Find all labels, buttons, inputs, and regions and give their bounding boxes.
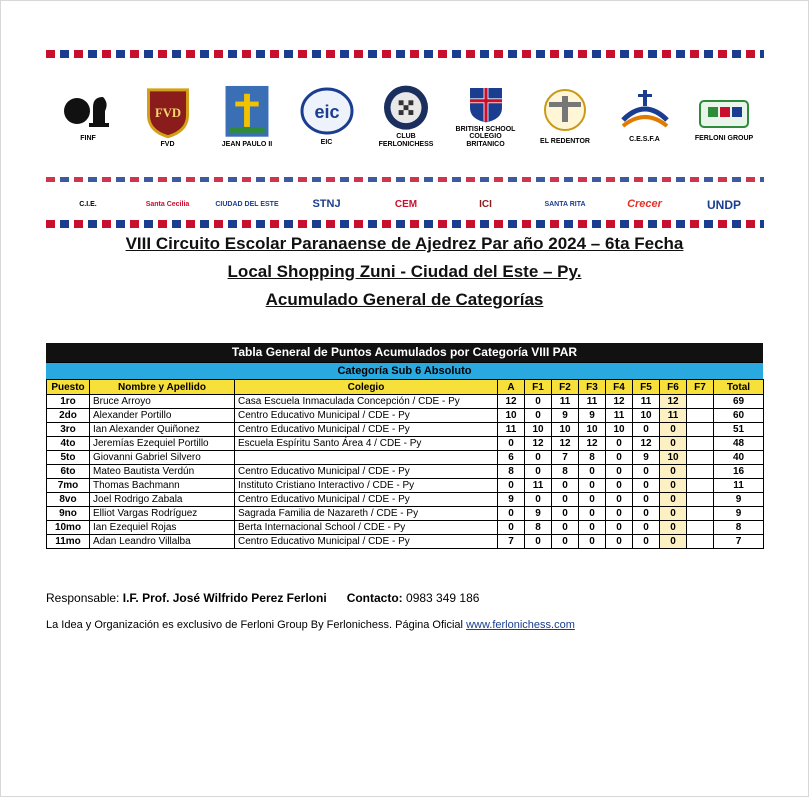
column-header-puesto: Puesto	[47, 380, 90, 395]
cell-f1: 12	[525, 437, 552, 451]
standings-table-container	[46, 343, 763, 549]
cell-puesto: 10mo	[47, 521, 90, 535]
banner-stripe-middle	[46, 177, 764, 182]
cell-f4: 0	[606, 521, 633, 535]
cell-total: 69	[714, 395, 764, 409]
eic-logo: eic EIC	[295, 84, 359, 148]
column-header-f4: F4	[606, 380, 633, 395]
cell-f1: 0	[525, 451, 552, 465]
official-site-link[interactable]: www.ferlonichess.com	[466, 619, 575, 631]
cell-nombre: Ian Alexander Quiñonez	[90, 423, 235, 437]
cem-logo: CEM	[394, 198, 418, 210]
cell-colegio: Centro Educativo Municipal / CDE - Py	[235, 535, 498, 549]
crecer-logo: Crecer	[627, 198, 662, 211]
cell-f6: 10	[660, 451, 687, 465]
logo-row-1	[56, 64, 756, 168]
cell-f6: 0	[660, 423, 687, 437]
cell-f5: 0	[633, 479, 660, 493]
cell-a: 6	[498, 451, 525, 465]
cell-f1: 9	[525, 507, 552, 521]
cell-colegio: Sagrada Familia de Nazareth / CDE - Py	[235, 507, 498, 521]
cell-f3: 9	[579, 409, 606, 423]
banner-stripe-top	[46, 50, 764, 58]
fvd-logo: FVD FVD	[136, 84, 200, 148]
page-subtitle: Acumulado General de Categorías	[265, 290, 544, 309]
page-title: VIII Circuito Escolar Paranaense de Ajedrez Par año 2024 – 6ta Fecha	[125, 234, 684, 253]
cell-total: 11	[714, 479, 764, 493]
table-row	[47, 521, 764, 535]
responsable-label: Responsable:	[46, 591, 120, 605]
cell-f1: 0	[525, 395, 552, 409]
cell-total: 7	[714, 535, 764, 549]
cell-puesto: 2do	[47, 409, 90, 423]
cell-nombre: Bruce Arroyo	[90, 395, 235, 409]
cell-f4: 0	[606, 479, 633, 493]
cell-f5: 0	[633, 507, 660, 521]
cell-a: 9	[498, 493, 525, 507]
cell-f7	[687, 451, 714, 465]
cell-puesto: 5to	[47, 451, 90, 465]
cell-f6: 0	[660, 493, 687, 507]
event-location: Local Shopping Zuni - Ciudad del Este – Py.	[227, 262, 582, 281]
cell-a: 0	[498, 479, 525, 493]
cell-nombre: Elliot Vargas Rodríguez	[90, 507, 235, 521]
cell-total: 60	[714, 409, 764, 423]
cell-colegio: Casa Escuela Inmaculada Concepción / CDE - Py	[235, 395, 498, 409]
cell-nombre: Jeremías Ezequiel Portillo	[90, 437, 235, 451]
cell-f4: 10	[606, 423, 633, 437]
cell-nombre: Thomas Bachmann	[90, 479, 235, 493]
cell-f3: 0	[579, 465, 606, 479]
cell-f5: 9	[633, 451, 660, 465]
cell-f4: 0	[606, 535, 633, 549]
cell-f2: 0	[552, 493, 579, 507]
cell-f5: 11	[633, 395, 660, 409]
cell-f1: 10	[525, 423, 552, 437]
table-row	[47, 437, 764, 451]
column-header-colegio: Colegio	[235, 380, 498, 395]
cell-f2: 0	[552, 507, 579, 521]
cell-f6: 12	[660, 395, 687, 409]
table-title: Tabla General de Puntos Acumulados por Categoría VIII PAR	[46, 343, 763, 362]
cell-f3: 8	[579, 451, 606, 465]
cell-f4: 0	[606, 493, 633, 507]
cell-f7	[687, 423, 714, 437]
cell-colegio: Instituto Cristiano Interactivo / CDE - Py	[235, 479, 498, 493]
cell-total: 16	[714, 465, 764, 479]
cell-puesto: 7mo	[47, 479, 90, 493]
colegio-crecer-logo: CIUDAD DEL ESTE	[215, 201, 279, 209]
cell-colegio: Centro Educativo Municipal / CDE - Py	[235, 465, 498, 479]
cell-f6: 0	[660, 479, 687, 493]
table-row	[47, 395, 764, 409]
cell-total: 40	[714, 451, 764, 465]
cell-colegio: Centro Educativo Municipal / CDE - Py	[235, 493, 498, 507]
cell-colegio: Centro Educativo Municipal / CDE - Py	[235, 409, 498, 423]
cell-a: 0	[498, 521, 525, 535]
cell-f6: 0	[660, 535, 687, 549]
cell-f5: 0	[633, 521, 660, 535]
contacto-value: 0983 349 186	[406, 591, 480, 605]
cell-f4: 0	[606, 451, 633, 465]
column-header-nombre: Nombre y Apellido	[90, 380, 235, 395]
ici-logo: ICI	[479, 198, 492, 210]
logo-row-2	[56, 186, 756, 224]
cell-nombre: Ian Ezequiel Rojas	[90, 521, 235, 535]
cell-f7	[687, 521, 714, 535]
cell-f7	[687, 465, 714, 479]
cell-a: 0	[498, 437, 525, 451]
cell-f6: 0	[660, 437, 687, 451]
stnj-logo: STNJ	[312, 198, 341, 211]
cell-colegio: Centro Educativo Municipal / CDE - Py	[235, 423, 498, 437]
cell-f2: 7	[552, 451, 579, 465]
svg-text:FVD: FVD	[154, 106, 181, 121]
table-row	[47, 493, 764, 507]
el-redentor-logo: EL REDENTOR	[533, 84, 597, 148]
cell-f2: 8	[552, 465, 579, 479]
cell-f5: 0	[633, 535, 660, 549]
cell-f5: 0	[633, 465, 660, 479]
cell-f5: 10	[633, 409, 660, 423]
svg-text:eic: eic	[313, 102, 340, 123]
cell-puesto: 1ro	[47, 395, 90, 409]
cell-f2: 10	[552, 423, 579, 437]
cell-nombre: Alexander Portillo	[90, 409, 235, 423]
cell-f2: 0	[552, 479, 579, 493]
responsable-line	[46, 591, 479, 605]
british-school-logo: BRITISH SCHOOL COLEGIO BRITANICO	[454, 84, 518, 148]
cell-a: 8	[498, 465, 525, 479]
cell-f7	[687, 395, 714, 409]
category-title: Categoría Sub 6 Absoluto	[46, 362, 763, 379]
cell-f3: 11	[579, 395, 606, 409]
cell-f6: 0	[660, 507, 687, 521]
cell-a: 7	[498, 535, 525, 549]
cell-f3: 10	[579, 423, 606, 437]
cell-f5: 0	[633, 423, 660, 437]
ferloni-group-logo: FERLONI GROUP	[692, 84, 756, 148]
cell-nombre: Giovanni Gabriel Silvero	[90, 451, 235, 465]
column-header-a: A	[498, 380, 525, 395]
cie-logo: C.I.E.	[79, 201, 97, 209]
cell-f2: 0	[552, 521, 579, 535]
table-body	[47, 395, 764, 549]
cell-f7	[687, 507, 714, 521]
cell-puesto: 3ro	[47, 423, 90, 437]
cell-f4: 0	[606, 437, 633, 451]
cell-f6: 11	[660, 409, 687, 423]
table-header-row	[47, 380, 764, 395]
cell-f4: 11	[606, 409, 633, 423]
organization-note-text: La Idea y Organización es exclusivo de Ferloni Group By Ferlonichess. Página Oficial	[46, 619, 463, 631]
cell-f6: 0	[660, 521, 687, 535]
table-row	[47, 479, 764, 493]
table-row	[47, 451, 764, 465]
cell-a: 0	[498, 507, 525, 521]
table-row	[47, 409, 764, 423]
cell-f1: 11	[525, 479, 552, 493]
table-row	[47, 535, 764, 549]
cell-f6: 0	[660, 465, 687, 479]
santa-rita-logo: SANTA RITA	[544, 201, 586, 209]
ferlonichess-club-logo: CLUB FERLONICHESS	[374, 84, 438, 148]
cell-nombre: Joel Rodrigo Zabala	[90, 493, 235, 507]
cell-f3: 0	[579, 521, 606, 535]
table-row	[47, 507, 764, 521]
cell-puesto: 6to	[47, 465, 90, 479]
cell-f3: 0	[579, 535, 606, 549]
cell-f4: 0	[606, 507, 633, 521]
column-header-f3: F3	[579, 380, 606, 395]
cell-f7	[687, 409, 714, 423]
cell-nombre: Mateo Bautista Verdún	[90, 465, 235, 479]
cell-nombre: Adan Leandro Villalba	[90, 535, 235, 549]
column-header-f2: F2	[552, 380, 579, 395]
cell-f5: 12	[633, 437, 660, 451]
cell-colegio	[235, 451, 498, 465]
cell-f1: 0	[525, 409, 552, 423]
standings-table	[46, 379, 764, 549]
santa-cecilia-logo: Santa Cecilia	[145, 201, 190, 209]
cell-puesto: 9no	[47, 507, 90, 521]
cell-f5: 0	[633, 493, 660, 507]
undp-logo: UNDP	[706, 197, 741, 212]
cell-a: 11	[498, 423, 525, 437]
cell-puesto: 4to	[47, 437, 90, 451]
cell-f7	[687, 437, 714, 451]
table-row	[47, 465, 764, 479]
cell-f7	[687, 493, 714, 507]
column-header-f1: F1	[525, 380, 552, 395]
organization-note	[46, 619, 575, 631]
sponsor-banner	[46, 50, 764, 228]
cell-f7	[687, 535, 714, 549]
cell-f3: 12	[579, 437, 606, 451]
cell-f2: 9	[552, 409, 579, 423]
cell-total: 48	[714, 437, 764, 451]
cell-f2: 12	[552, 437, 579, 451]
cell-f3: 0	[579, 479, 606, 493]
cell-puesto: 11mo	[47, 535, 90, 549]
cell-total: 9	[714, 507, 764, 521]
cell-f4: 12	[606, 395, 633, 409]
column-header-f5: F5	[633, 380, 660, 395]
cell-total: 51	[714, 423, 764, 437]
cell-a: 12	[498, 395, 525, 409]
cell-f3: 0	[579, 493, 606, 507]
cell-f7	[687, 479, 714, 493]
cell-colegio: Berta Internacional School / CDE - Py	[235, 521, 498, 535]
cell-a: 10	[498, 409, 525, 423]
table-row	[47, 423, 764, 437]
cesfa-logo: C.E.S.F.A	[613, 84, 677, 148]
cell-total: 9	[714, 493, 764, 507]
cell-colegio: Escuela Espíritu Santo Área 4 / CDE - Py	[235, 437, 498, 451]
cell-f1: 8	[525, 521, 552, 535]
cell-f3: 0	[579, 507, 606, 521]
column-header-f6: F6	[660, 380, 687, 395]
jean-paulo-logo: JEAN PAULO II	[215, 84, 279, 148]
finf-logo: FINF	[56, 84, 120, 148]
responsable-name: I.F. Prof. José Wilfrido Perez Ferloni	[122, 591, 327, 605]
cell-puesto: 8vo	[47, 493, 90, 507]
cell-f4: 0	[606, 465, 633, 479]
column-header-total: Total	[714, 380, 764, 395]
cell-f1: 0	[525, 535, 552, 549]
cell-f2: 11	[552, 395, 579, 409]
cell-f2: 0	[552, 535, 579, 549]
cell-f1: 0	[525, 493, 552, 507]
contacto-label: Contacto:	[346, 591, 403, 605]
cell-total: 8	[714, 521, 764, 535]
column-header-f7: F7	[687, 380, 714, 395]
cell-f1: 0	[525, 465, 552, 479]
